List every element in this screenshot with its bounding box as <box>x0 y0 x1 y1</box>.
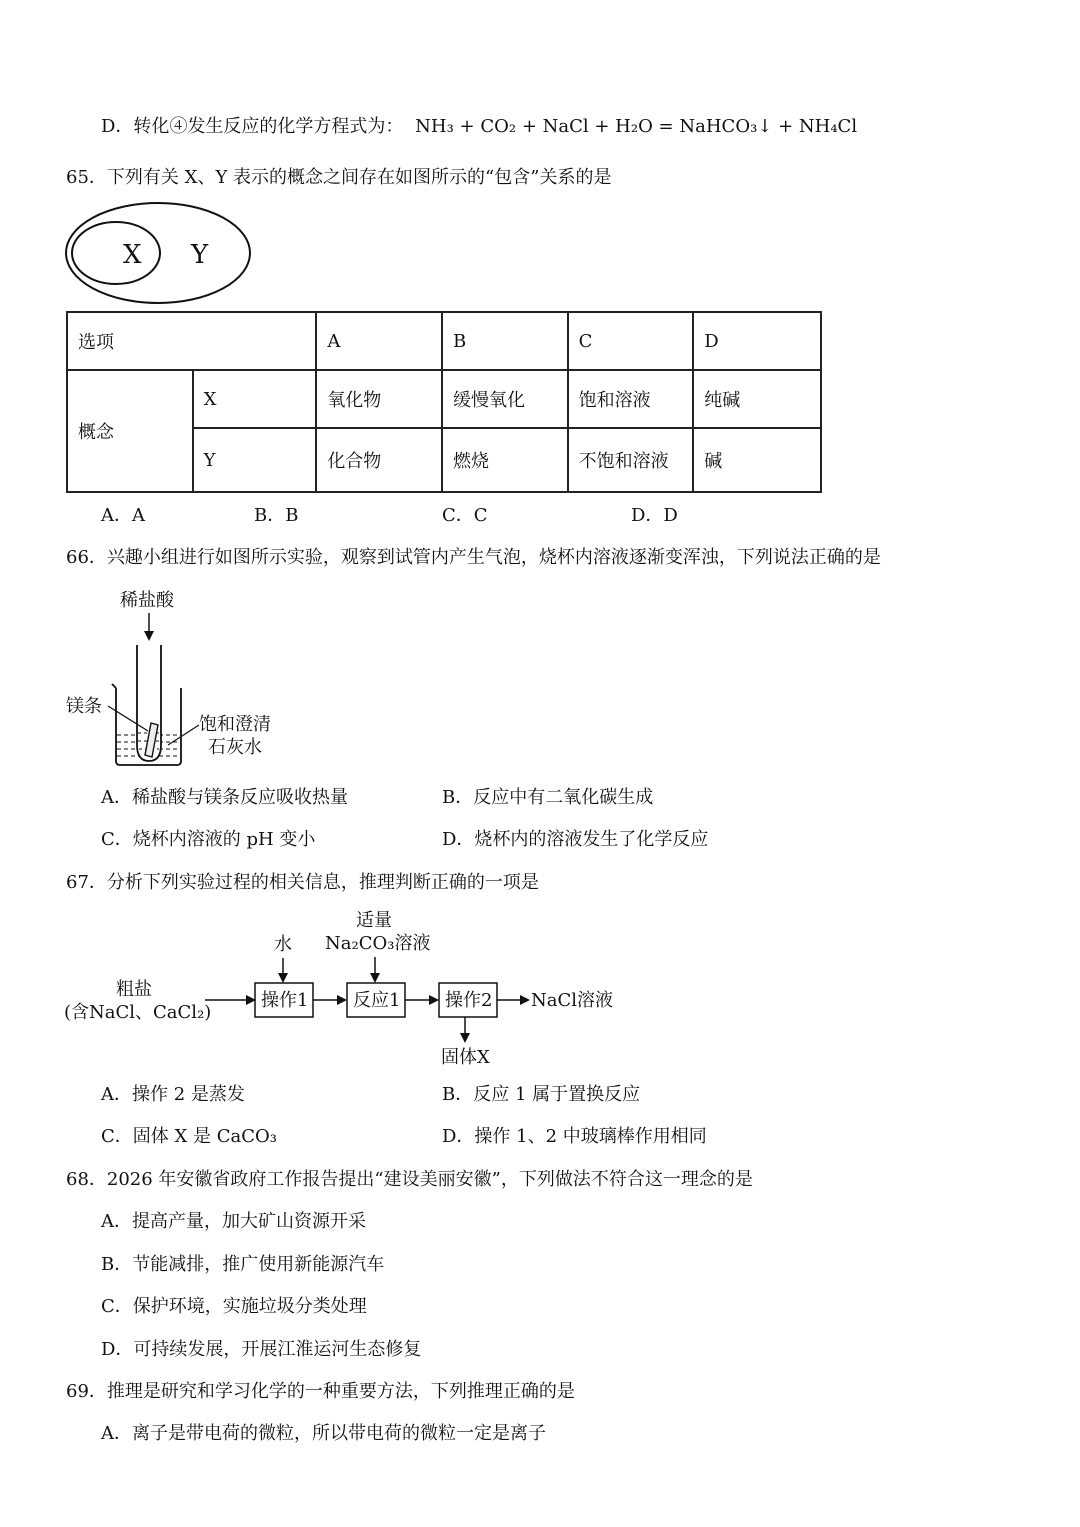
header-a: A <box>316 312 442 370</box>
q65-stem: 65．下列有关 X、Y 表示的概念之间存在如图所示的“包含”关系的是 <box>66 167 612 188</box>
header-d: D <box>693 312 821 370</box>
table-header-row <box>67 312 821 370</box>
arrow-to-step3 <box>429 995 439 1005</box>
flow-input-1: 粗盐 <box>116 979 152 1000</box>
cell-x-a: 氧化物 <box>316 370 442 428</box>
q67-option-c[interactable]: C．固体 X 是 CaCO₃ <box>101 1126 278 1147</box>
limewater-label-2: 石灰水 <box>208 737 262 758</box>
q65-venn-diagram <box>64 200 256 308</box>
q65-table <box>66 311 822 493</box>
header-c: C <box>568 312 694 370</box>
q66-option-a[interactable]: A．稀盐酸与镁条反应吸收热量 <box>101 787 348 808</box>
arrow-to-output <box>520 995 530 1005</box>
flow-output: NaCl溶液 <box>531 990 614 1011</box>
q65-option-a[interactable]: A．A <box>101 505 145 526</box>
chemical-equation: NH₃ + CO₂ + NaCl + H₂O = NaHCO₃↓ + NH₄Cl <box>415 116 858 137</box>
q68-option-a[interactable]: A．提高产量，加大矿山资源开采 <box>101 1211 366 1232</box>
header-b: B <box>442 312 568 370</box>
q67-stem: 67．分析下列实验过程的相关信息，推理判断正确的一项是 <box>66 872 539 893</box>
venn-label-x: X <box>123 240 142 270</box>
flow-solid: 固体X <box>441 1047 490 1068</box>
inner-ellipse-x <box>72 222 160 284</box>
circled-number: ④ <box>169 116 188 137</box>
q66-option-b[interactable]: B．反应中有二氧化碳生成 <box>442 787 654 808</box>
q69-stem: 69．推理是研究和学习化学的一种重要方法，下列推理正确的是 <box>66 1381 575 1402</box>
flow-step-2: 反应1 <box>353 990 401 1011</box>
limewater-leader-line <box>168 725 199 745</box>
q67-option-d[interactable]: D．操作 1、2 中玻璃棒作用相同 <box>442 1126 707 1147</box>
acid-arrowhead <box>144 631 154 641</box>
mg-label: 镁条 <box>66 696 102 717</box>
q67-option-b[interactable]: B．反应 1 属于置换反应 <box>442 1084 641 1105</box>
row-label-x: X <box>193 370 317 428</box>
prev-option-d[interactable] <box>101 118 857 136</box>
q66-apparatus <box>60 585 300 775</box>
cell-x-d: 纯碱 <box>693 370 821 428</box>
table-row-x <box>67 370 821 428</box>
option-d-prefix: D．转化 <box>101 116 170 137</box>
q66-option-d[interactable]: D．烧杯内的溶液发生了化学反应 <box>442 829 709 850</box>
q66-option-c[interactable]: C．烧杯内溶液的 pH 变小 <box>101 829 316 850</box>
row-label-y: Y <box>193 428 317 492</box>
arrow-water <box>278 973 288 983</box>
cell-y-a: 化合物 <box>316 428 442 492</box>
flow-water: 水 <box>274 934 292 955</box>
flow-step-1: 操作1 <box>261 990 309 1011</box>
q68-option-b[interactable]: B．节能减排，推广使用新能源汽车 <box>101 1254 385 1275</box>
q66-stem: 66．兴趣小组进行如图所示实验，观察到试管内产生气泡，烧杯内溶液逐渐变浑浊，下列说法正确的是 <box>66 547 881 568</box>
q68-stem: 68．2026 年安徽省政府工作报告提出“建设美丽安徽”，下列做法不符合这一理念的是 <box>66 1169 753 1190</box>
option-d-text: 发生反应的化学方程式为： <box>187 116 404 137</box>
venn-label-y: Y <box>191 240 209 270</box>
q65-option-c[interactable]: C．C <box>442 505 488 526</box>
arrow-reagent <box>370 973 380 983</box>
flow-reagent-2: Na₂CO₃溶液 <box>325 933 431 954</box>
q67-option-a[interactable]: A．操作 2 是蒸发 <box>101 1084 245 1105</box>
q65-option-d[interactable]: D．D <box>631 505 678 526</box>
q68-option-d[interactable]: D．可持续发展，开展江淮运河生态修复 <box>101 1339 422 1360</box>
q68-option-c[interactable]: C．保护环境，实施垃圾分类处理 <box>101 1296 367 1317</box>
flow-input-2: (含NaCl、CaCl₂) <box>64 1002 212 1023</box>
arrow-to-step2 <box>337 995 347 1005</box>
cell-x-c: 饱和溶液 <box>568 370 694 428</box>
q67-flowchart <box>60 905 620 1070</box>
cell-y-b: 燃烧 <box>442 428 568 492</box>
flow-step-3: 操作2 <box>445 990 493 1011</box>
q69-option-a[interactable]: A．离子是带电荷的微粒，所以带电荷的微粒一定是离子 <box>101 1423 546 1444</box>
cell-x-b: 缓慢氧化 <box>442 370 568 428</box>
header-option: 选项 <box>67 312 316 370</box>
outer-ellipse-y <box>66 203 250 303</box>
concept-label: 概念 <box>67 370 193 492</box>
acid-label: 稀盐酸 <box>120 590 174 611</box>
limewater-label-1: 饱和澄清 <box>199 714 271 735</box>
cell-y-d: 碱 <box>693 428 821 492</box>
flow-reagent-1: 适量 <box>356 910 392 931</box>
q65-option-b[interactable]: B．B <box>254 505 299 526</box>
arrow-to-solid <box>460 1033 470 1043</box>
cell-y-c: 不饱和溶液 <box>568 428 694 492</box>
